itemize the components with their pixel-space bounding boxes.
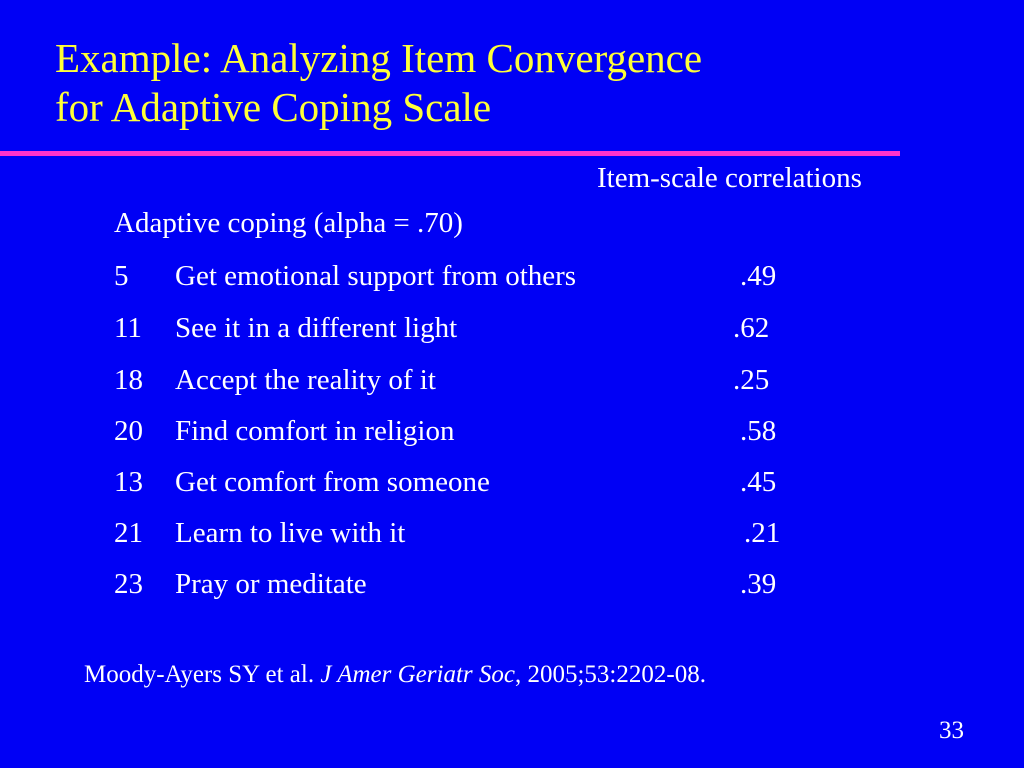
item-text: See it in a different light xyxy=(175,312,458,344)
column-header: Item-scale correlations xyxy=(597,162,862,194)
item-text: Get emotional support from others xyxy=(175,260,577,292)
item-correlation: .21 xyxy=(744,517,781,549)
item-number: 13 xyxy=(114,466,143,498)
item-correlation: .25 xyxy=(733,364,770,396)
citation-authors: Moody-Ayers SY et al. xyxy=(84,661,315,688)
item-row xyxy=(0,256,1024,296)
item-correlation: .49 xyxy=(740,260,777,292)
slide-title xyxy=(55,34,702,132)
item-text: Pray or meditate xyxy=(175,568,367,600)
item-correlation: .62 xyxy=(733,312,770,344)
item-number: 18 xyxy=(114,364,143,396)
slide-title-line-1: Example: Analyzing Item Convergence xyxy=(55,35,703,81)
item-text: Learn to live with it xyxy=(175,517,406,549)
item-row xyxy=(0,564,1024,604)
item-text: Accept the reality of it xyxy=(175,364,436,396)
title-divider xyxy=(0,151,900,156)
citation-details: , 2005;53:2202-08. xyxy=(514,661,706,688)
item-correlation: .45 xyxy=(740,466,777,498)
item-row xyxy=(0,462,1024,502)
item-number: 20 xyxy=(114,415,143,447)
item-number: 23 xyxy=(114,568,143,600)
citation-journal: J Amer Geriatr Soc xyxy=(320,661,515,688)
item-number: 11 xyxy=(114,312,142,344)
item-correlation: .58 xyxy=(740,415,777,447)
item-row xyxy=(0,411,1024,451)
item-number: 21 xyxy=(114,517,143,549)
item-text: Get comfort from someone xyxy=(175,466,490,498)
page-number: 33 xyxy=(939,717,964,744)
scale-heading: Adaptive coping (alpha = .70) xyxy=(114,207,463,239)
item-row xyxy=(0,360,1024,400)
item-row xyxy=(0,308,1024,348)
item-correlation: .39 xyxy=(740,568,777,600)
item-number: 5 xyxy=(114,260,129,292)
slide-title-line-2: for Adaptive Coping Scale xyxy=(55,84,492,130)
item-row xyxy=(0,513,1024,553)
citation xyxy=(84,657,706,693)
item-text: Find comfort in religion xyxy=(175,415,455,447)
